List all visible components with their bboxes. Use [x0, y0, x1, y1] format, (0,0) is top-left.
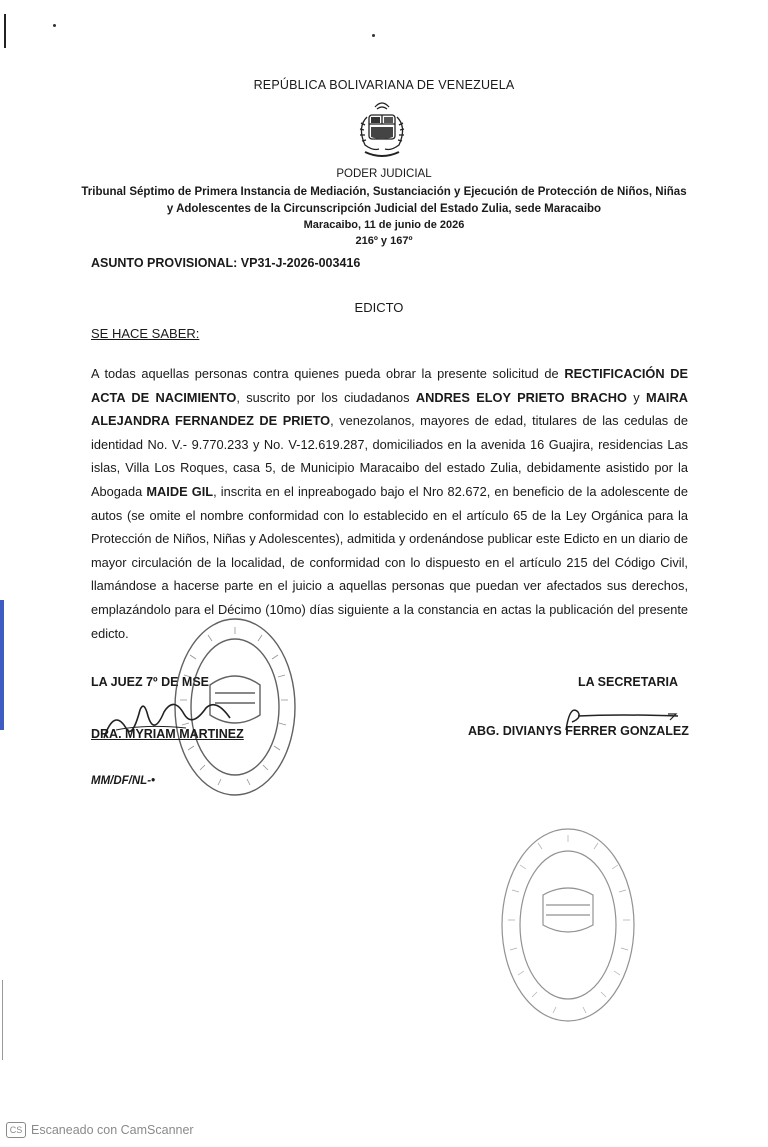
document-title: [0, 300, 768, 315]
body-bold-run: MAIRA ALEJANDRA FERNANDEZ DE PRIETO: [91, 389, 688, 429]
secretary-name: ABG. DIVIANYS FERRER GONZALEZ: [468, 724, 689, 738]
body-bold-run: MAIDE GIL: [146, 483, 214, 499]
body-text-run: , inscrita en el inpreabogado bajo el Nro 82.672, en beneficio de la adolescente de autos (se omite el nombre conformidad con lo establecido en el artículo 65 de la Ley Orgánica para la Protección de Niños, Niñas y Adolescentes), admitida y ordenándose publicar este Edicto en un diario de mayor circulación de la localidad, de conformidad con lo dispuesto en el artículo 215 del Código Civil, llamándose a hacerse parte en el juicio a aquellas personas que puedan ver afectados sus derechos, emplazándolo para el Décimo (10mo) días siguiente a la constancia en actas la publicación del presente edicto.: [91, 483, 688, 641]
body-text-run: y: [627, 389, 647, 405]
scanner-watermark: [6, 1122, 194, 1138]
speck: [53, 24, 56, 27]
judge-title: LA JUEZ 7º DE MSE: [91, 675, 210, 689]
body-text-run: , venezolanos, mayores de edad, titulares de las cedulas de identidad No. V.- 9.770.233 y No. V-12.619.287, domiciliados en la avenida 16 Guajira, residencias Las islas, Villa Los Roques, casa 5, de Municipio Maracaibo del estado Zulia, debidamente asistido por la Abogada: [91, 413, 688, 499]
scan-edge-mark: [4, 14, 6, 48]
judge-name: DRA. MYRIAM MARTINEZ: [91, 727, 244, 741]
document-date: Maracaibo, 11 de junio de 2026: [303, 219, 465, 231]
speck: [372, 34, 375, 37]
document-title-text: EDICTO: [354, 300, 404, 315]
body-bold-run: ANDRES ELOY PRIETO BRACHO: [415, 389, 627, 405]
body-text-run: , suscrito por los ciudadanos: [236, 389, 416, 405]
body-text-run: A todas aquellas personas contra quienes pueda obrar la presente solicitud de: [91, 366, 565, 381]
secretary-title: LA SECRETARIA: [578, 675, 678, 689]
reference-initials: MM/DF/NL-•: [91, 775, 156, 787]
tribunal-line-1: Tribunal Séptimo de Primera Instancia de Mediación, Sustanciación y Ejecución de Protección de Niños, Niñas: [81, 186, 687, 198]
scan-edge-grey: [2, 980, 3, 1060]
subheading: SE HACE SABER:: [91, 326, 200, 341]
tribunal-name: [0, 184, 768, 218]
camscanner-logo-icon: CS: [6, 1122, 26, 1138]
republic-heading: REPÚBLICA BOLIVARIANA DE VENEZUELA: [253, 78, 515, 92]
years-line: 216º y 167º: [355, 235, 413, 247]
scanner-text: Escaneado con CamScanner: [31, 1123, 194, 1137]
coat-of-arms-icon: [347, 97, 417, 167]
body-bold-run: RECTIFICACIÓN DE ACTA DE NACIMIENTO: [91, 366, 688, 405]
scan-edge-blue: [0, 600, 4, 730]
institution-heading: PODER JUDICIAL: [336, 168, 432, 180]
case-number: ASUNTO PROVISIONAL: VP31-J-2026-003416: [91, 256, 361, 270]
edict-body: [91, 362, 688, 645]
judge-signature-icon: [96, 700, 256, 750]
secretary-seal-stamp-icon: [498, 825, 638, 1025]
tribunal-line-2: y Adolescentes de la Circunscripción Judicial del Estado Zulia, sede Maracaibo: [166, 203, 602, 215]
